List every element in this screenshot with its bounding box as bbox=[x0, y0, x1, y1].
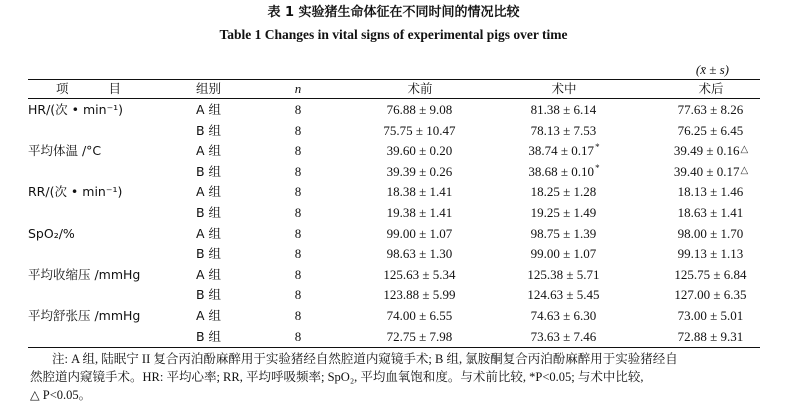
row-intraoperative-value-text: 38.74 ± 0.17 bbox=[528, 143, 595, 159]
row-item-label bbox=[28, 224, 75, 244]
row-sample-size-text: 8 bbox=[294, 184, 302, 200]
row-group bbox=[196, 285, 221, 305]
table-row bbox=[28, 265, 760, 285]
row-group bbox=[196, 100, 221, 120]
row-item-label bbox=[28, 141, 101, 161]
row-sample-size bbox=[290, 265, 306, 285]
row-group-text: A 组 bbox=[196, 225, 222, 241]
row-group-text: B 组 bbox=[196, 205, 222, 220]
table-header-rule bbox=[28, 98, 760, 99]
row-item-label-text: RR/(次 • min⁻¹) bbox=[28, 184, 123, 200]
row-sample-size-text: 8 bbox=[294, 205, 302, 220]
row-item-label bbox=[28, 265, 140, 285]
row-item-label bbox=[28, 182, 122, 202]
table-row bbox=[28, 306, 760, 326]
row-intraoperative-value-text: 19.25 ± 1.49 bbox=[530, 205, 597, 220]
row-postoperative-value bbox=[634, 265, 787, 286]
row-group-text: A 组 bbox=[196, 184, 222, 200]
row-sample-size-text: 8 bbox=[294, 102, 302, 117]
row-postoperative-value-text: 39.40 ± 0.17 bbox=[673, 163, 740, 179]
column-header-item: 项 目 bbox=[56, 81, 139, 96]
row-sample-size-text: 8 bbox=[294, 122, 302, 138]
row-preoperative-value-text: 74.00 ± 6.55 bbox=[386, 308, 453, 323]
footnote-line: 注: A 组, 陆眠宁 II 复合丙泊酚麻醉用于实验猪经自然腔道内窥镜手术; B 组, 氯胺酮复合丙泊酚麻醉用于实验猪经自 bbox=[52, 352, 678, 366]
row-intraoperative-value bbox=[490, 203, 638, 224]
table-row bbox=[28, 162, 760, 182]
row-sample-size-text: 8 bbox=[294, 266, 302, 282]
row-intraoperative-value-text: 74.63 ± 6.30 bbox=[530, 308, 597, 323]
significance-mark: * bbox=[595, 142, 600, 153]
row-sample-size-text: 8 bbox=[294, 246, 302, 262]
row-preoperative-value-text: 123.88 ± 5.99 bbox=[383, 287, 456, 303]
row-intraoperative-value bbox=[490, 285, 638, 306]
row-sample-size bbox=[290, 244, 306, 264]
row-group-text: A 组 bbox=[196, 266, 222, 282]
table-header-row bbox=[28, 79, 760, 98]
row-preoperative-value bbox=[343, 141, 497, 162]
table-row bbox=[28, 244, 760, 264]
row-item-label bbox=[28, 100, 123, 120]
row-intraoperative-value bbox=[490, 244, 638, 265]
row-group-text: B 组 bbox=[196, 287, 222, 303]
row-preoperative-value bbox=[343, 203, 497, 224]
row-sample-size bbox=[290, 306, 306, 326]
row-postoperative-value bbox=[634, 182, 787, 203]
table-row bbox=[28, 182, 760, 202]
row-group bbox=[196, 224, 221, 244]
row-item-label bbox=[28, 306, 140, 326]
row-postoperative-value-text: 18.13 ± 1.46 bbox=[677, 184, 744, 200]
row-group-text: B 组 bbox=[196, 122, 222, 138]
row-postoperative-value-text: 73.00 ± 5.01 bbox=[677, 308, 744, 323]
row-preoperative-value-text: 39.39 ± 0.26 bbox=[386, 163, 453, 179]
column-header-preoperative: 术前 bbox=[407, 81, 433, 96]
row-preoperative-value-text: 125.63 ± 5.34 bbox=[383, 266, 456, 282]
row-intraoperative-value-text: 99.00 ± 1.07 bbox=[530, 246, 597, 262]
footnote-line: △ P<0.05。 bbox=[30, 388, 92, 402]
row-postoperative-value-text: 77.63 ± 8.26 bbox=[677, 102, 744, 117]
row-intraoperative-value-text: 81.38 ± 6.14 bbox=[530, 102, 597, 117]
row-intraoperative-value bbox=[490, 141, 638, 162]
row-preoperative-value bbox=[343, 100, 497, 121]
table-row bbox=[28, 203, 760, 223]
row-intraoperative-value bbox=[490, 224, 638, 245]
table-title-english: Table 1 Changes in vital signs of experimental pigs over time bbox=[219, 27, 568, 42]
row-item-label-text: HR/(次 • min⁻¹) bbox=[28, 102, 124, 117]
row-postoperative-value bbox=[634, 306, 787, 327]
row-postoperative-value-text: 76.25 ± 6.45 bbox=[677, 122, 744, 138]
row-preoperative-value-text: 75.75 ± 10.47 bbox=[383, 122, 456, 138]
row-preoperative-value-text: 39.60 ± 0.20 bbox=[386, 143, 453, 159]
row-intraoperative-value-text: 124.63 ± 5.45 bbox=[527, 287, 600, 303]
row-intraoperative-value bbox=[490, 265, 638, 286]
unit-note: (x̄ ± s) bbox=[695, 62, 729, 77]
significance-mark: △ bbox=[740, 144, 749, 156]
significance-mark: △ bbox=[740, 164, 749, 176]
row-intraoperative-value-text: 125.38 ± 5.71 bbox=[527, 266, 600, 282]
row-intraoperative-value bbox=[490, 162, 638, 183]
row-sample-size bbox=[290, 162, 306, 182]
row-preoperative-value bbox=[343, 244, 497, 265]
table-row bbox=[28, 224, 760, 244]
table-footnote bbox=[30, 350, 762, 404]
row-preoperative-value-text: 99.00 ± 1.07 bbox=[386, 225, 453, 241]
row-group bbox=[196, 162, 221, 182]
row-group-text: A 组 bbox=[196, 308, 222, 323]
row-preoperative-value-text: 72.75 ± 7.98 bbox=[386, 328, 453, 344]
row-intraoperative-value-text: 38.68 ± 0.10 bbox=[528, 163, 595, 179]
row-sample-size bbox=[290, 182, 306, 202]
row-sample-size bbox=[290, 327, 306, 347]
row-preoperative-value bbox=[343, 285, 497, 306]
row-sample-size-text: 8 bbox=[294, 328, 302, 344]
row-intraoperative-value bbox=[490, 121, 638, 142]
footnote-line: 然腔道内窥镜手术。HR: 平均心率; RR, 平均呼吸频率; SpO₂, 平均血氧饱和度。与术前比较, *P<0.05; 与术中比较, bbox=[30, 370, 644, 384]
significance-mark: * bbox=[595, 162, 600, 173]
row-sample-size bbox=[290, 203, 306, 223]
column-header-intraoperative: 术中 bbox=[551, 81, 577, 96]
row-group bbox=[196, 327, 221, 347]
row-postoperative-value-text: 99.13 ± 1.13 bbox=[677, 246, 744, 262]
row-group bbox=[196, 265, 221, 285]
row-preoperative-value bbox=[343, 224, 497, 245]
table-row bbox=[28, 327, 760, 347]
row-preoperative-value-text: 19.38 ± 1.41 bbox=[386, 205, 453, 220]
row-intraoperative-value-text: 98.75 ± 1.39 bbox=[530, 225, 597, 241]
table-row bbox=[28, 285, 760, 305]
row-postoperative-value bbox=[634, 224, 787, 245]
row-intraoperative-value bbox=[490, 182, 638, 203]
row-group-text: B 组 bbox=[196, 328, 222, 344]
row-intraoperative-value bbox=[490, 306, 638, 327]
row-intraoperative-value bbox=[490, 327, 638, 348]
row-preoperative-value bbox=[343, 327, 497, 348]
row-postoperative-value bbox=[634, 121, 787, 142]
row-item-label-text: 平均收缩压 /mmHg bbox=[28, 266, 141, 282]
row-group-text: A 组 bbox=[196, 102, 222, 117]
row-intraoperative-value-text: 73.63 ± 7.46 bbox=[530, 328, 597, 344]
row-postoperative-value-text: 98.00 ± 1.70 bbox=[677, 225, 744, 241]
row-sample-size bbox=[290, 121, 306, 141]
row-group-text: B 组 bbox=[196, 246, 222, 262]
column-header-n: n bbox=[294, 81, 302, 96]
row-preoperative-value bbox=[343, 265, 497, 286]
row-postoperative-value bbox=[634, 100, 787, 121]
row-group bbox=[196, 141, 221, 161]
row-sample-size bbox=[290, 224, 306, 244]
row-sample-size-text: 8 bbox=[294, 163, 302, 179]
table-title-chinese: 表 1 实验猪生命体征在不同时间的情况比较 bbox=[267, 5, 520, 20]
row-group bbox=[196, 203, 221, 223]
row-preoperative-value-text: 76.88 ± 9.08 bbox=[386, 102, 453, 117]
row-sample-size bbox=[290, 285, 306, 305]
row-postoperative-value bbox=[634, 285, 787, 306]
row-postoperative-value-text: 125.75 ± 6.84 bbox=[674, 266, 747, 282]
table-row bbox=[28, 121, 760, 141]
row-sample-size-text: 8 bbox=[294, 143, 302, 159]
row-item-label-text: 平均舒张压 /mmHg bbox=[28, 308, 141, 323]
table-row bbox=[28, 141, 760, 161]
row-group bbox=[196, 121, 221, 141]
row-preoperative-value bbox=[343, 121, 497, 142]
row-preoperative-value-text: 98.63 ± 1.30 bbox=[386, 246, 453, 262]
row-sample-size bbox=[290, 100, 306, 120]
row-intraoperative-value-text: 18.25 ± 1.28 bbox=[530, 184, 597, 200]
row-group bbox=[196, 244, 221, 264]
row-postoperative-value bbox=[634, 203, 787, 224]
row-item-label-text: SpO₂/% bbox=[28, 225, 75, 241]
row-sample-size bbox=[290, 141, 306, 161]
row-preoperative-value bbox=[343, 306, 497, 327]
row-postoperative-value-text: 18.63 ± 1.41 bbox=[677, 205, 744, 220]
row-postoperative-value bbox=[634, 162, 787, 184]
row-postoperative-value-text: 127.00 ± 6.35 bbox=[674, 287, 747, 303]
row-preoperative-value bbox=[343, 162, 497, 183]
row-intraoperative-value-text: 78.13 ± 7.53 bbox=[530, 122, 597, 138]
table-bottom-rule bbox=[28, 347, 760, 348]
row-group-text: A 组 bbox=[196, 143, 222, 159]
row-intraoperative-value bbox=[490, 100, 638, 121]
row-group bbox=[196, 306, 221, 326]
table-row bbox=[28, 100, 760, 120]
row-postoperative-value-text: 39.49 ± 0.16 bbox=[673, 143, 740, 159]
row-sample-size-text: 8 bbox=[294, 287, 302, 303]
row-postoperative-value bbox=[634, 327, 787, 348]
row-group-text: B 组 bbox=[196, 163, 222, 179]
column-header-postoperative: 术后 bbox=[698, 81, 724, 96]
row-item-label-text: 平均体温 /°C bbox=[28, 143, 102, 159]
column-header-group: 组别 bbox=[196, 81, 222, 96]
row-preoperative-value-text: 18.38 ± 1.41 bbox=[386, 184, 453, 200]
row-preoperative-value bbox=[343, 182, 497, 203]
row-group bbox=[196, 182, 221, 202]
row-postoperative-value-text: 72.88 ± 9.31 bbox=[677, 328, 744, 344]
row-sample-size-text: 8 bbox=[294, 308, 302, 323]
row-postoperative-value bbox=[634, 141, 787, 163]
row-sample-size-text: 8 bbox=[294, 225, 302, 241]
row-postoperative-value bbox=[634, 244, 787, 265]
